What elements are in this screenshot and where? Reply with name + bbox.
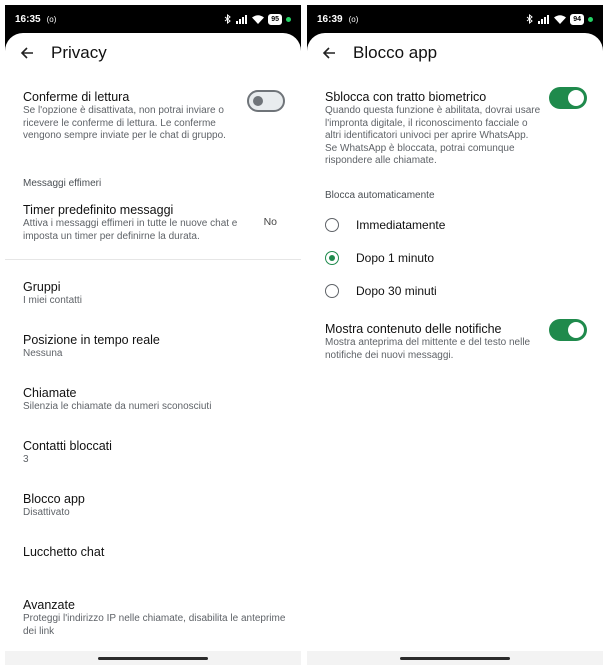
option-label: Immediatamente [356, 218, 446, 232]
record-indicator: (o) [348, 14, 359, 24]
default-timer-title: Timer predefinito messaggi [23, 203, 174, 217]
groups-row[interactable] [23, 279, 287, 308]
option-label: Dopo 30 minuti [356, 284, 437, 298]
navigation-bar [307, 651, 603, 665]
read-receipts-description: Se l'opzione è disattivata, non potrai inviare o ricevere le conferme di lettura. Le conferme vengono sempre inviate per le chat di gruppo. [23, 105, 226, 141]
app-bar [5, 33, 301, 73]
divider [5, 259, 301, 260]
home-indicator[interactable] [400, 657, 510, 660]
groups-title: Gruppi [23, 280, 61, 294]
option-after-1-minute[interactable] [325, 248, 589, 268]
read-receipts-row[interactable] [23, 89, 241, 143]
privacy-screen [5, 33, 301, 665]
blocked-contacts-row[interactable] [23, 438, 287, 467]
groups-value: I miei contatti [23, 295, 82, 306]
navigation-bar [5, 651, 301, 665]
section-auto-lock: Blocca automaticamente [325, 190, 435, 201]
privacy-dot-icon [588, 17, 593, 22]
app-lock-screen [307, 33, 603, 665]
status-bar [5, 5, 301, 33]
blocked-contacts-title: Contatti bloccati [23, 439, 112, 453]
signal-icon [236, 15, 248, 24]
live-location-title: Posizione in tempo reale [23, 333, 160, 347]
notification-content-description: Mostra anteprima del mittente e del testo nelle notifiche dei nuovi messaggi. [325, 337, 531, 361]
biometric-unlock-row[interactable] [325, 89, 543, 168]
phone-app-lock [307, 5, 603, 665]
home-indicator[interactable] [98, 657, 208, 660]
back-arrow-icon[interactable] [17, 43, 37, 63]
chat-lock-title: Lucchetto chat [23, 545, 105, 559]
notification-content-row[interactable] [325, 321, 543, 362]
biometric-unlock-description: Quando questa funzione è abilitata, dovrai usare l'impronta digitale, il riconoscimento facciale o altri identificatori univoci per aprire WhatsApp. Se WhatsApp è bloccata, potrai comunque rispondere alle chiamate. [325, 105, 541, 166]
chat-lock-row[interactable] [23, 544, 287, 560]
wifi-icon [554, 15, 566, 24]
status-time: 16:35 [15, 13, 41, 25]
bluetooth-icon [526, 14, 534, 24]
page-title: Blocco app [353, 43, 438, 62]
radio-button-selected[interactable] [325, 251, 339, 265]
advanced-title: Avanzate [23, 598, 75, 612]
option-after-30-minutes[interactable] [325, 281, 589, 301]
app-bar [307, 33, 603, 73]
battery-indicator: 95 [268, 14, 282, 25]
default-timer-row[interactable] [23, 202, 251, 243]
default-timer-description: Attiva i messaggi effimeri in tutte le nuove chat e imposta un timer per definirne la durata. [23, 218, 238, 242]
calls-row[interactable] [23, 385, 287, 414]
default-timer-value: No [263, 216, 277, 228]
notification-content-toggle[interactable] [549, 319, 587, 341]
read-receipts-title: Conferme di lettura [23, 90, 130, 104]
radio-button[interactable] [325, 218, 339, 232]
blocked-contacts-count: 3 [23, 454, 29, 465]
record-indicator: (o) [46, 14, 57, 24]
app-lock-row[interactable] [23, 491, 287, 520]
app-lock-value: Disattivato [23, 507, 70, 518]
option-label: Dopo 1 minuto [356, 251, 435, 265]
biometric-unlock-title: Sblocca con tratto biometrico [325, 90, 487, 104]
calls-value: Silenzia le chiamate da numeri sconosciuti [23, 401, 212, 412]
advanced-description: Proteggi l'indirizzo IP nelle chiamate, disabilita le anteprime dei link [23, 613, 286, 637]
read-receipts-toggle[interactable] [247, 90, 285, 112]
advanced-row[interactable] [23, 597, 287, 638]
option-immediately[interactable] [325, 215, 589, 235]
bluetooth-icon [224, 14, 232, 24]
signal-icon [538, 15, 550, 24]
wifi-icon [252, 15, 264, 24]
status-bar [307, 5, 603, 33]
biometric-unlock-toggle[interactable] [549, 87, 587, 109]
page-title: Privacy [51, 43, 107, 62]
battery-indicator: 94 [570, 14, 584, 25]
live-location-value: Nessuna [23, 348, 63, 359]
app-lock-title: Blocco app [23, 492, 85, 506]
privacy-dot-icon [286, 17, 291, 22]
live-location-row[interactable] [23, 332, 287, 361]
phone-privacy [5, 5, 301, 665]
back-arrow-icon[interactable] [319, 43, 339, 63]
notification-content-title: Mostra contenuto delle notifiche [325, 322, 502, 336]
status-time: 16:39 [317, 13, 343, 25]
radio-button[interactable] [325, 284, 339, 298]
calls-title: Chiamate [23, 386, 77, 400]
section-ephemeral-messages: Messaggi effimeri [23, 178, 102, 189]
